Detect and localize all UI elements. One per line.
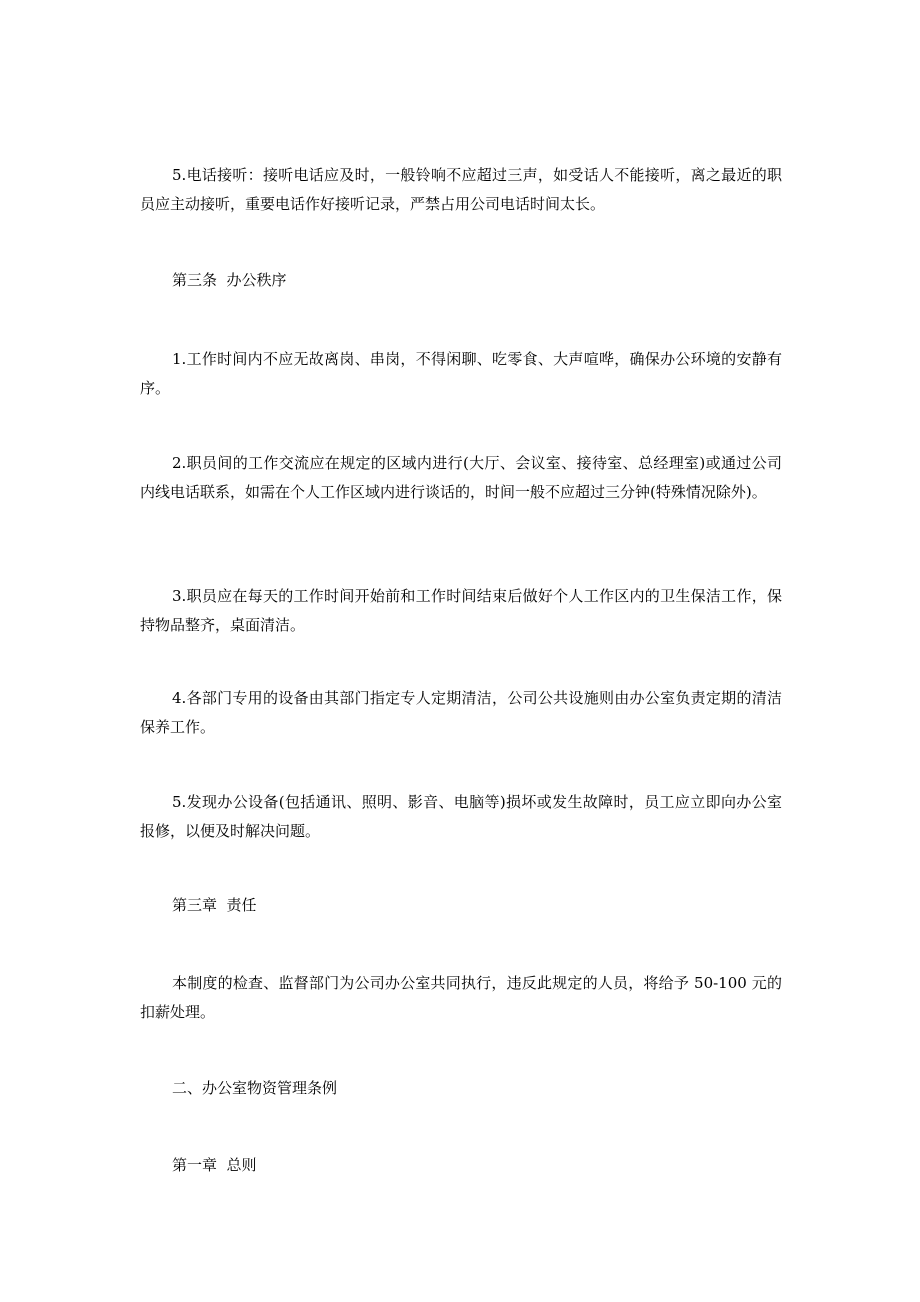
heading-chapter-3-responsibility: 第三章 责任 <box>172 896 257 914</box>
paragraph-order-item-2: 2.职员间的工作交流应在规定的区域内进行(大厅、会议室、接待室、总经理室)或通过公司内线电话联系，如需在个人工作区域内进行谈话的，时间一般不应超过三分钟(特殊情况除外)。 <box>140 454 782 501</box>
paragraph-order-item-4: 4.各部门专用的设备由其部门指定专人定期清洁，公司公共设施则由办公室负责定期的清洁保养工作。 <box>140 689 782 736</box>
paragraph-order-item-3: 3.职员应在每天的工作时间开始前和工作时间结束后做好个人工作区内的卫生保洁工作，保持物品整齐，桌面清洁。 <box>140 587 782 634</box>
heading-chapter-1-general: 第一章 总则 <box>172 1156 257 1174</box>
paragraph-order-item-5: 5.发现办公设备(包括通讯、照明、影音、电脑等)损坏或发生故障时，员工应立即向办公室报修，以便及时解决问题。 <box>140 793 782 840</box>
paragraph-responsibility: 本制度的检查、监督部门为公司办公室共同执行，违反此规定的人员，将给予 50-100 元的扣薪处理。 <box>140 974 782 1021</box>
heading-section-2-supplies: 二、办公室物资管理条例 <box>172 1079 338 1097</box>
paragraph-phone-answering: 5.电话接听：接听电话应及时，一般铃响不应超过三声，如受话人不能接听，离之最近的职员应主动接听，重要电话作好接听记录，严禁占用公司电话时间太长。 <box>140 166 782 213</box>
heading-article-3-office-order: 第三条 办公秩序 <box>172 271 287 289</box>
paragraph-order-item-1: 1.工作时间内不应无故离岗、串岗，不得闲聊、吃零食、大声喧哗，确保办公环境的安静有序。 <box>140 350 782 397</box>
